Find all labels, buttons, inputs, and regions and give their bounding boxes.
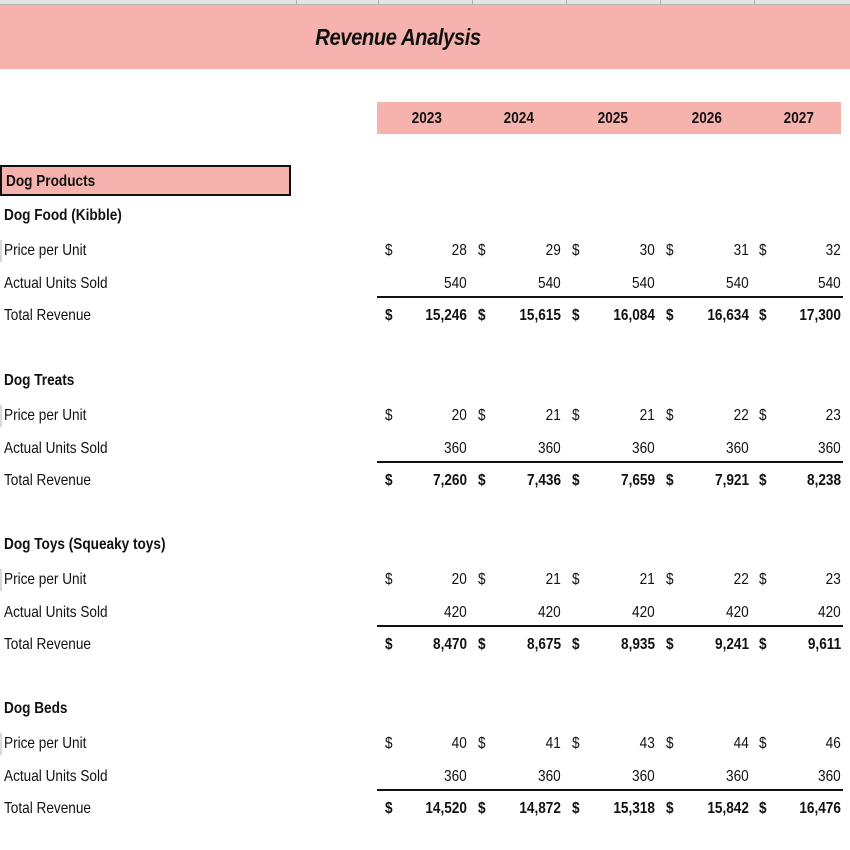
currency-symbol: $: [478, 800, 486, 817]
dog-toys-total-2027[interactable]: 9,611: [807, 636, 841, 653]
dog-treats-total-2026[interactable]: 7,921: [714, 472, 749, 489]
row-label-total[interactable]: Total Revenue: [4, 636, 91, 653]
currency-symbol: $: [666, 735, 674, 752]
dog-food-units-2024[interactable]: 540: [538, 275, 561, 292]
dog-food-total-2026[interactable]: 16,634: [707, 307, 749, 324]
dog-treats-units-2027[interactable]: 360: [818, 440, 841, 457]
dog-food-price-2027[interactable]: 32: [825, 242, 841, 259]
dog-toys-total-2024[interactable]: 8,675: [526, 636, 561, 653]
dog-toys-price-2023[interactable]: 20: [451, 571, 467, 588]
section-header-label: Dog Products: [6, 173, 96, 190]
total-underline: [377, 625, 843, 627]
dog-beds-price-2026[interactable]: 44: [733, 735, 749, 752]
dog-toys-units-2027[interactable]: 420: [818, 604, 841, 621]
dog-toys-price-2027[interactable]: 23: [825, 571, 841, 588]
row-label-total[interactable]: Total Revenue: [4, 800, 91, 817]
dog-beds-price-2027[interactable]: 46: [825, 735, 841, 752]
dog-treats-price-2023[interactable]: 20: [451, 407, 467, 424]
year-header-2023[interactable]: 2023: [411, 110, 442, 127]
dog-food-total-2024[interactable]: 15,615: [519, 307, 561, 324]
currency-symbol: $: [385, 735, 393, 752]
dog-toys-units-2026[interactable]: 420: [726, 604, 749, 621]
currency-symbol: $: [759, 307, 767, 324]
currency-symbol: $: [478, 307, 486, 324]
currency-symbol: $: [666, 800, 674, 817]
dog-toys-units-2023[interactable]: 420: [444, 604, 467, 621]
dog-beds-total-2025[interactable]: 15,318: [613, 800, 655, 817]
title-banner[interactable]: [0, 5, 850, 69]
row-label-price[interactable]: Price per Unit: [4, 571, 87, 588]
dog-beds-units-2026[interactable]: 360: [726, 768, 749, 785]
currency-symbol: $: [759, 571, 767, 588]
row-label-units[interactable]: Actual Units Sold: [4, 768, 108, 785]
dog-food-price-2024[interactable]: 29: [545, 242, 561, 259]
currency-symbol: $: [572, 407, 580, 424]
row-label-price[interactable]: Price per Unit: [4, 242, 87, 259]
dog-food-total-2027[interactable]: 17,300: [799, 307, 841, 324]
dog-treats-price-2026[interactable]: 22: [733, 407, 749, 424]
gridline: [566, 0, 567, 4]
currency-symbol: $: [759, 242, 767, 259]
currency-symbol: $: [666, 407, 674, 424]
currency-symbol: $: [759, 800, 767, 817]
dog-toys-total-2025[interactable]: 8,935: [620, 636, 655, 653]
dog-food-price-2025[interactable]: 30: [639, 242, 655, 259]
dog-food-price-2026[interactable]: 31: [733, 242, 749, 259]
gridline: [660, 0, 661, 4]
currency-symbol: $: [572, 800, 580, 817]
currency-symbol: $: [572, 636, 580, 653]
row-marker: [0, 733, 2, 755]
dog-toys-total-2026[interactable]: 9,241: [714, 636, 749, 653]
dog-treats-units-2023[interactable]: 360: [444, 440, 467, 457]
dog-food-units-2027[interactable]: 540: [818, 275, 841, 292]
product-name-dog-toys[interactable]: Dog Toys (Squeaky toys): [4, 536, 166, 553]
dog-beds-units-2024[interactable]: 360: [538, 768, 561, 785]
page-title: Revenue Analysis: [315, 24, 481, 50]
currency-symbol: $: [666, 307, 674, 324]
dog-treats-price-2025[interactable]: 21: [639, 407, 655, 424]
dog-treats-units-2024[interactable]: 360: [538, 440, 561, 457]
dog-beds-units-2023[interactable]: 360: [444, 768, 467, 785]
currency-symbol: $: [572, 571, 580, 588]
dog-beds-total-2023[interactable]: 14,520: [425, 800, 467, 817]
currency-symbol: $: [666, 636, 674, 653]
currency-symbol: $: [385, 242, 393, 259]
currency-symbol: $: [666, 571, 674, 588]
currency-symbol: $: [572, 472, 580, 489]
currency-symbol: $: [478, 636, 486, 653]
row-label-total[interactable]: Total Revenue: [4, 307, 91, 324]
dog-beds-price-2025[interactable]: 43: [639, 735, 655, 752]
currency-symbol: $: [572, 307, 580, 324]
product-name-dog-beds[interactable]: Dog Beds: [4, 700, 68, 717]
currency-symbol: $: [478, 472, 486, 489]
dog-treats-total-2023[interactable]: 7,260: [432, 472, 467, 489]
dog-toys-price-2025[interactable]: 21: [639, 571, 655, 588]
currency-symbol: $: [385, 571, 393, 588]
dog-treats-units-2026[interactable]: 360: [726, 440, 749, 457]
gridline: [754, 0, 755, 4]
dog-toys-total-2023[interactable]: 8,470: [432, 636, 467, 653]
currency-symbol: $: [572, 735, 580, 752]
currency-symbol: $: [478, 407, 486, 424]
dog-beds-total-2026[interactable]: 15,842: [707, 800, 749, 817]
currency-symbol: $: [759, 735, 767, 752]
product-name-dog-treats[interactable]: Dog Treats: [4, 372, 75, 389]
row-marker: [0, 240, 2, 262]
total-underline: [377, 461, 843, 463]
currency-symbol: $: [572, 242, 580, 259]
gridline: [296, 0, 297, 4]
dog-treats-units-2025[interactable]: 360: [632, 440, 655, 457]
total-underline: [377, 296, 843, 298]
row-marker: [0, 569, 2, 591]
gridline: [378, 0, 379, 4]
currency-symbol: $: [385, 636, 393, 653]
dog-beds-total-2027[interactable]: 16,476: [799, 800, 841, 817]
row-label-units[interactable]: Actual Units Sold: [4, 604, 108, 621]
dog-food-price-2023[interactable]: 28: [451, 242, 467, 259]
dog-food-total-2023[interactable]: 15,246: [425, 307, 467, 324]
product-name-dog-food[interactable]: Dog Food (Kibble): [4, 207, 122, 224]
currency-symbol: $: [759, 472, 767, 489]
dog-beds-price-2024[interactable]: 41: [545, 735, 561, 752]
dog-treats-total-2025[interactable]: 7,659: [620, 472, 655, 489]
dog-food-total-2025[interactable]: 16,084: [613, 307, 655, 324]
total-underline: [377, 789, 843, 791]
currency-symbol: $: [666, 472, 674, 489]
currency-symbol: $: [478, 242, 486, 259]
dog-toys-price-2026[interactable]: 22: [733, 571, 749, 588]
dog-beds-price-2023[interactable]: 40: [451, 735, 467, 752]
year-header-2025[interactable]: 2025: [597, 110, 628, 127]
dog-toys-price-2024[interactable]: 21: [545, 571, 561, 588]
dog-toys-units-2025[interactable]: 420: [632, 604, 655, 621]
currency-symbol: $: [666, 242, 674, 259]
dog-food-units-2023[interactable]: 540: [444, 275, 467, 292]
dog-treats-price-2024[interactable]: 21: [545, 407, 561, 424]
dog-treats-total-2024[interactable]: 7,436: [526, 472, 561, 489]
section-header-dog-products[interactable]: [0, 165, 291, 196]
year-header-2024[interactable]: 2024: [503, 110, 534, 127]
dog-food-units-2026[interactable]: 540: [726, 275, 749, 292]
row-marker: [0, 405, 2, 427]
dog-treats-price-2027[interactable]: 23: [825, 407, 841, 424]
currency-symbol: $: [385, 800, 393, 817]
currency-symbol: $: [385, 407, 393, 424]
dog-toys-units-2024[interactable]: 420: [538, 604, 561, 621]
dog-treats-total-2027[interactable]: 8,238: [806, 472, 841, 489]
currency-symbol: $: [759, 407, 767, 424]
currency-symbol: $: [478, 571, 486, 588]
row-label-units[interactable]: Actual Units Sold: [4, 275, 108, 292]
year-header-row[interactable]: [377, 102, 841, 134]
gridline: [472, 0, 473, 4]
dog-food-units-2025[interactable]: 540: [632, 275, 655, 292]
row-label-price[interactable]: Price per Unit: [4, 407, 87, 424]
dog-beds-total-2024[interactable]: 14,872: [519, 800, 561, 817]
currency-symbol: $: [478, 735, 486, 752]
currency-symbol: $: [385, 472, 393, 489]
currency-symbol: $: [759, 636, 767, 653]
year-header-2027[interactable]: 2027: [783, 110, 814, 127]
year-header-2026[interactable]: 2026: [691, 110, 722, 127]
currency-symbol: $: [385, 307, 393, 324]
row-label-total[interactable]: Total Revenue: [4, 472, 91, 489]
dog-beds-units-2027[interactable]: 360: [818, 768, 841, 785]
row-label-units[interactable]: Actual Units Sold: [4, 440, 108, 457]
row-label-price[interactable]: Price per Unit: [4, 735, 87, 752]
dog-beds-units-2025[interactable]: 360: [632, 768, 655, 785]
